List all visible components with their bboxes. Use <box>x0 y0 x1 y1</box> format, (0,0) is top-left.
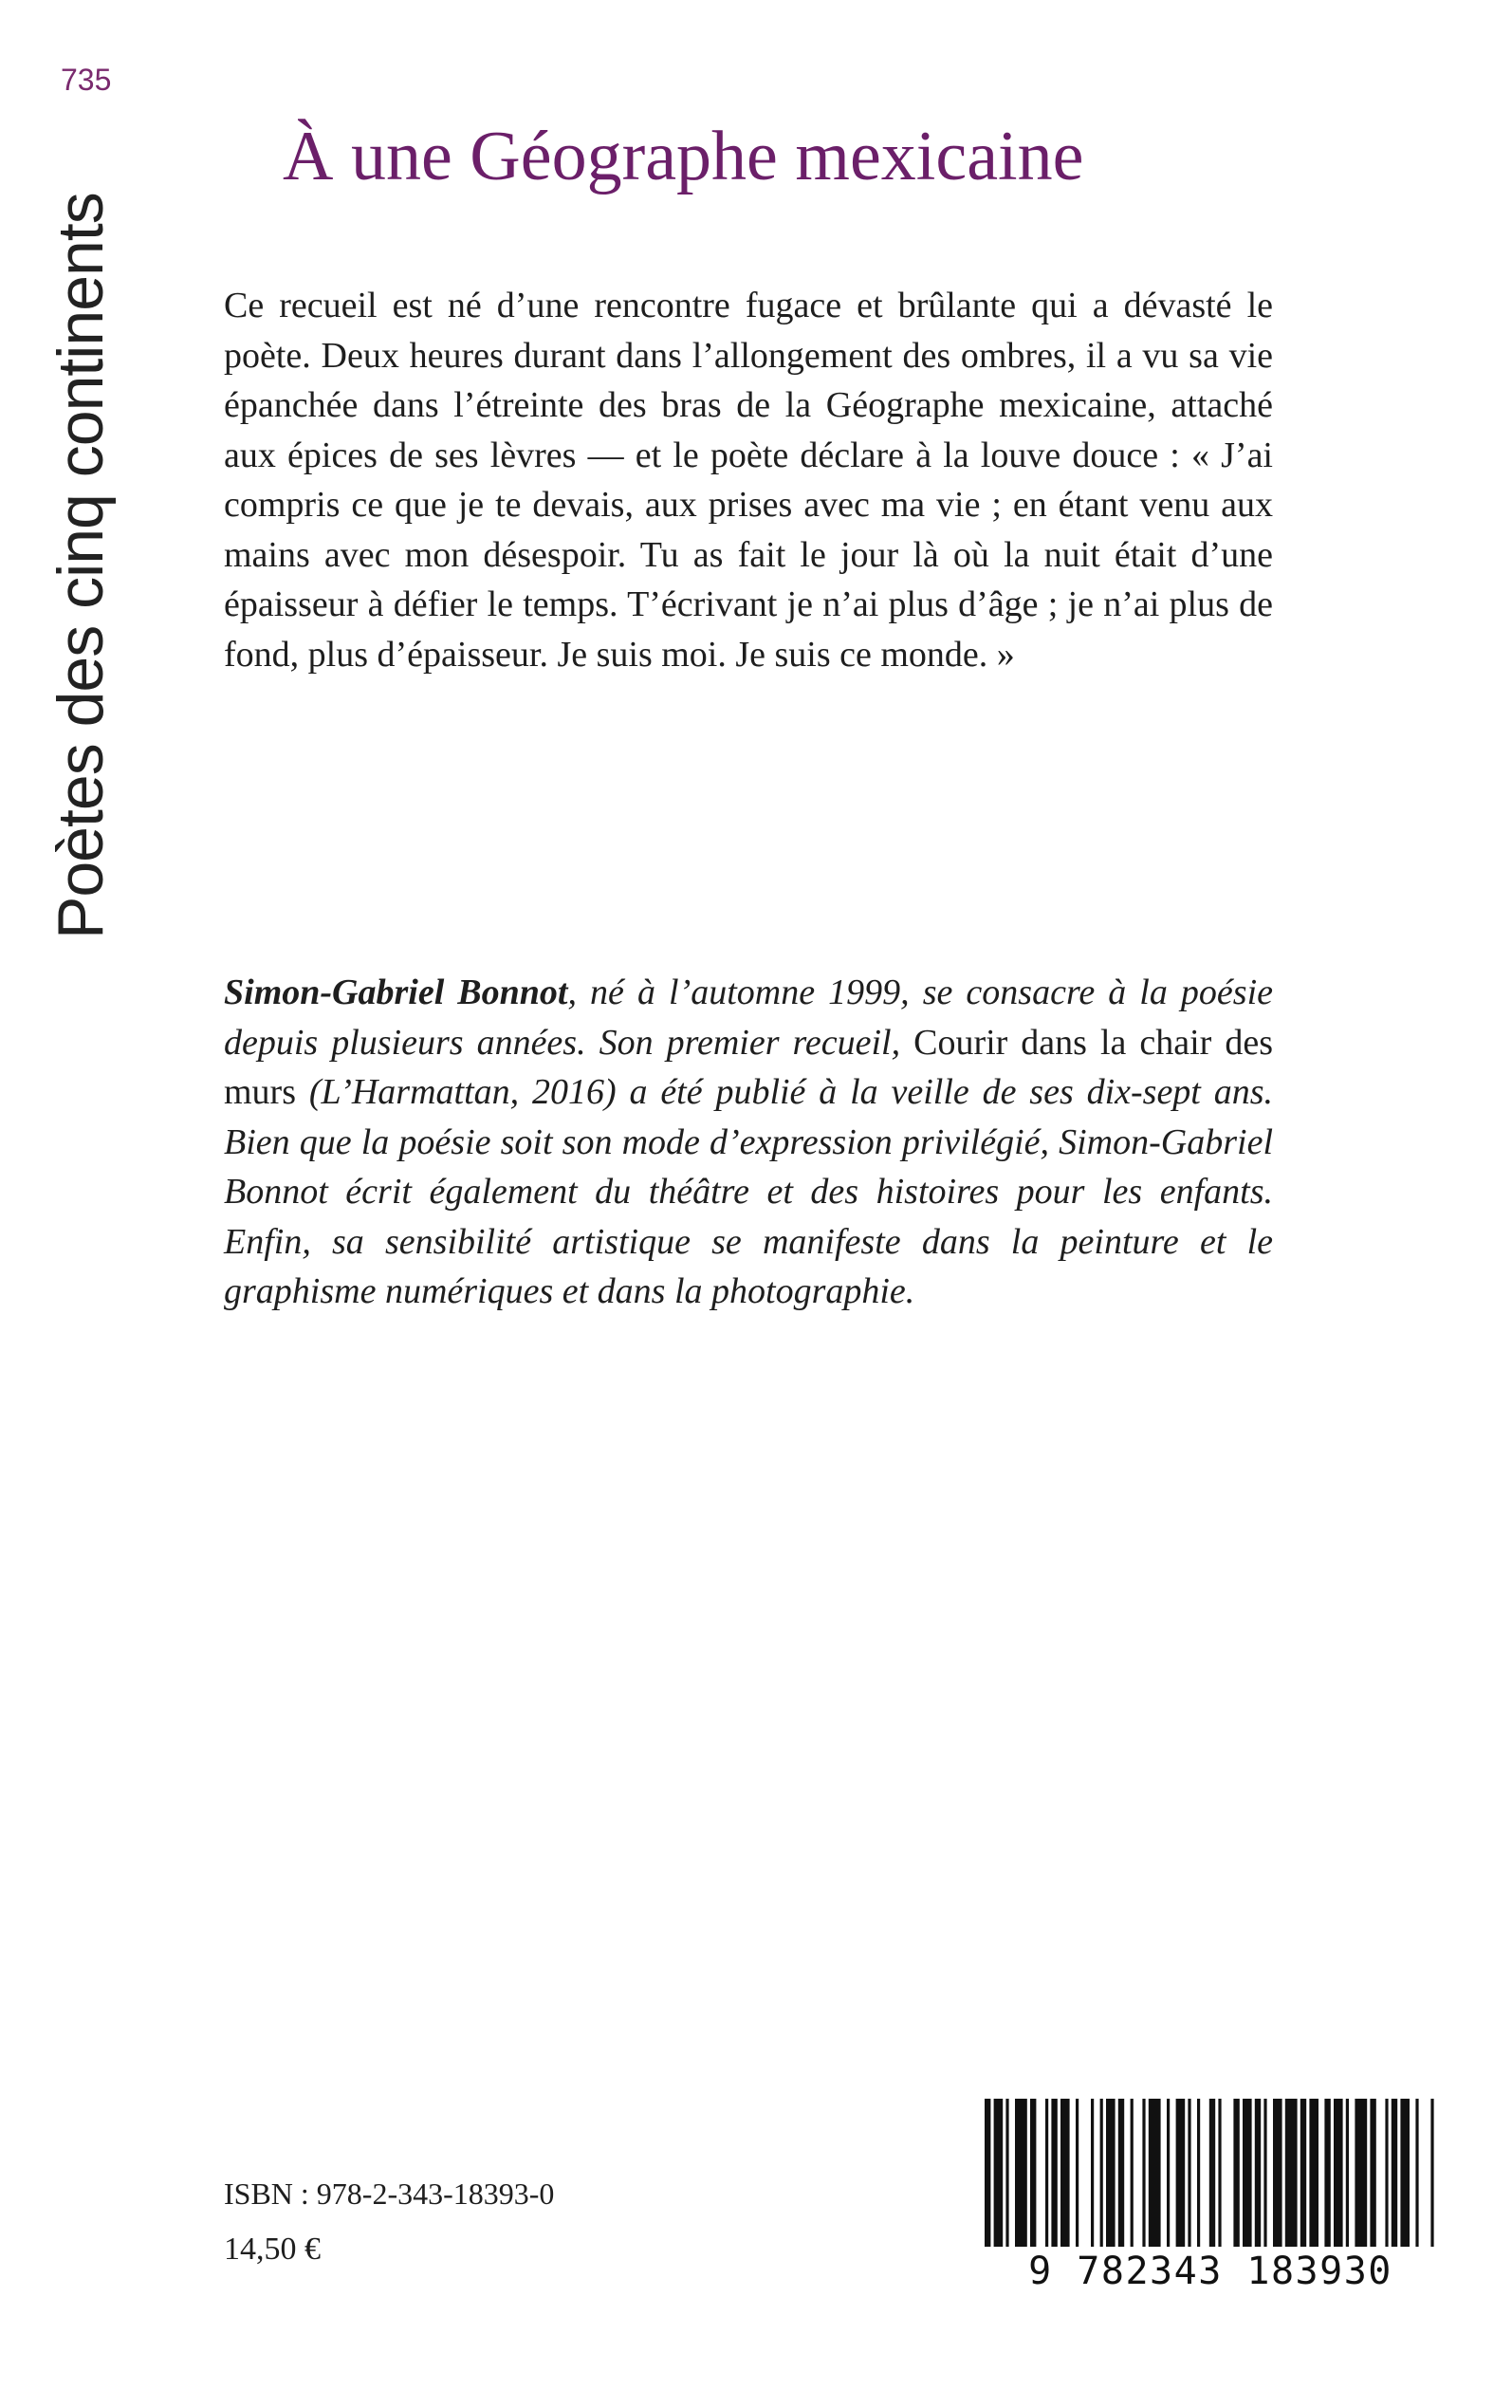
series-number: 735 <box>61 63 112 97</box>
series-name-vertical: Poètes des cinq continents <box>45 193 117 939</box>
book-title: À une Géographe mexicaine <box>283 118 1084 195</box>
barcode-digits: 9 782343 183930 <box>1028 2250 1392 2293</box>
bio-text-part-2: (L’Harmattan, 2016) a été publié à la veille de ses dix-sept ans. Bien que la poésie soit son mode d’expression privilégié, Simon-Gabriel Bonnot écrit également du théâtre et des histoires pour les enfants. Enfin, sa sensibilité artistique se manifeste dans la peinture et le graphisme numériques et dans la photographie. <box>224 1072 1273 1311</box>
summary-paragraph: Ce recueil est né d’une rencontre fugace et brûlante qui a dévasté le poète. Deux heures durant dans l’allongement des ombres, il a vu sa vie épanchée dans l’étreinte des bras de la Géographe mexicaine, attaché aux épices de ses lèvres — et le poète déclare à la louve douce : « J’ai compris ce que je te devais, aux prises avec ma vie ; en étant venu aux mains avec mon désespoir. Tu as fait le jour là où la nuit était d’une épaisseur à défier le temps. T’écrivant je n’ai plus d’âge ; je n’ai plus de fond, plus d’épaisseur. Je suis moi. Je suis ce monde. » <box>224 286 1273 675</box>
first-book-title: Courir dans la chair des murs <box>224 1022 1273 1112</box>
author-name: Simon-Gabriel Bonnot <box>224 972 568 1012</box>
price: 14,50 € <box>224 2232 321 2267</box>
barcode <box>977 2099 1444 2292</box>
author-bio <box>224 968 1273 1317</box>
bio-text-part-1: , né à l’automne 1999, se consacre à la poésie depuis plusieurs années. Son premier recueil, <box>224 972 1274 1063</box>
isbn: ISBN : 978-2-343-18393-0 <box>224 2176 555 2211</box>
barcode-bars-icon <box>977 2099 1444 2251</box>
